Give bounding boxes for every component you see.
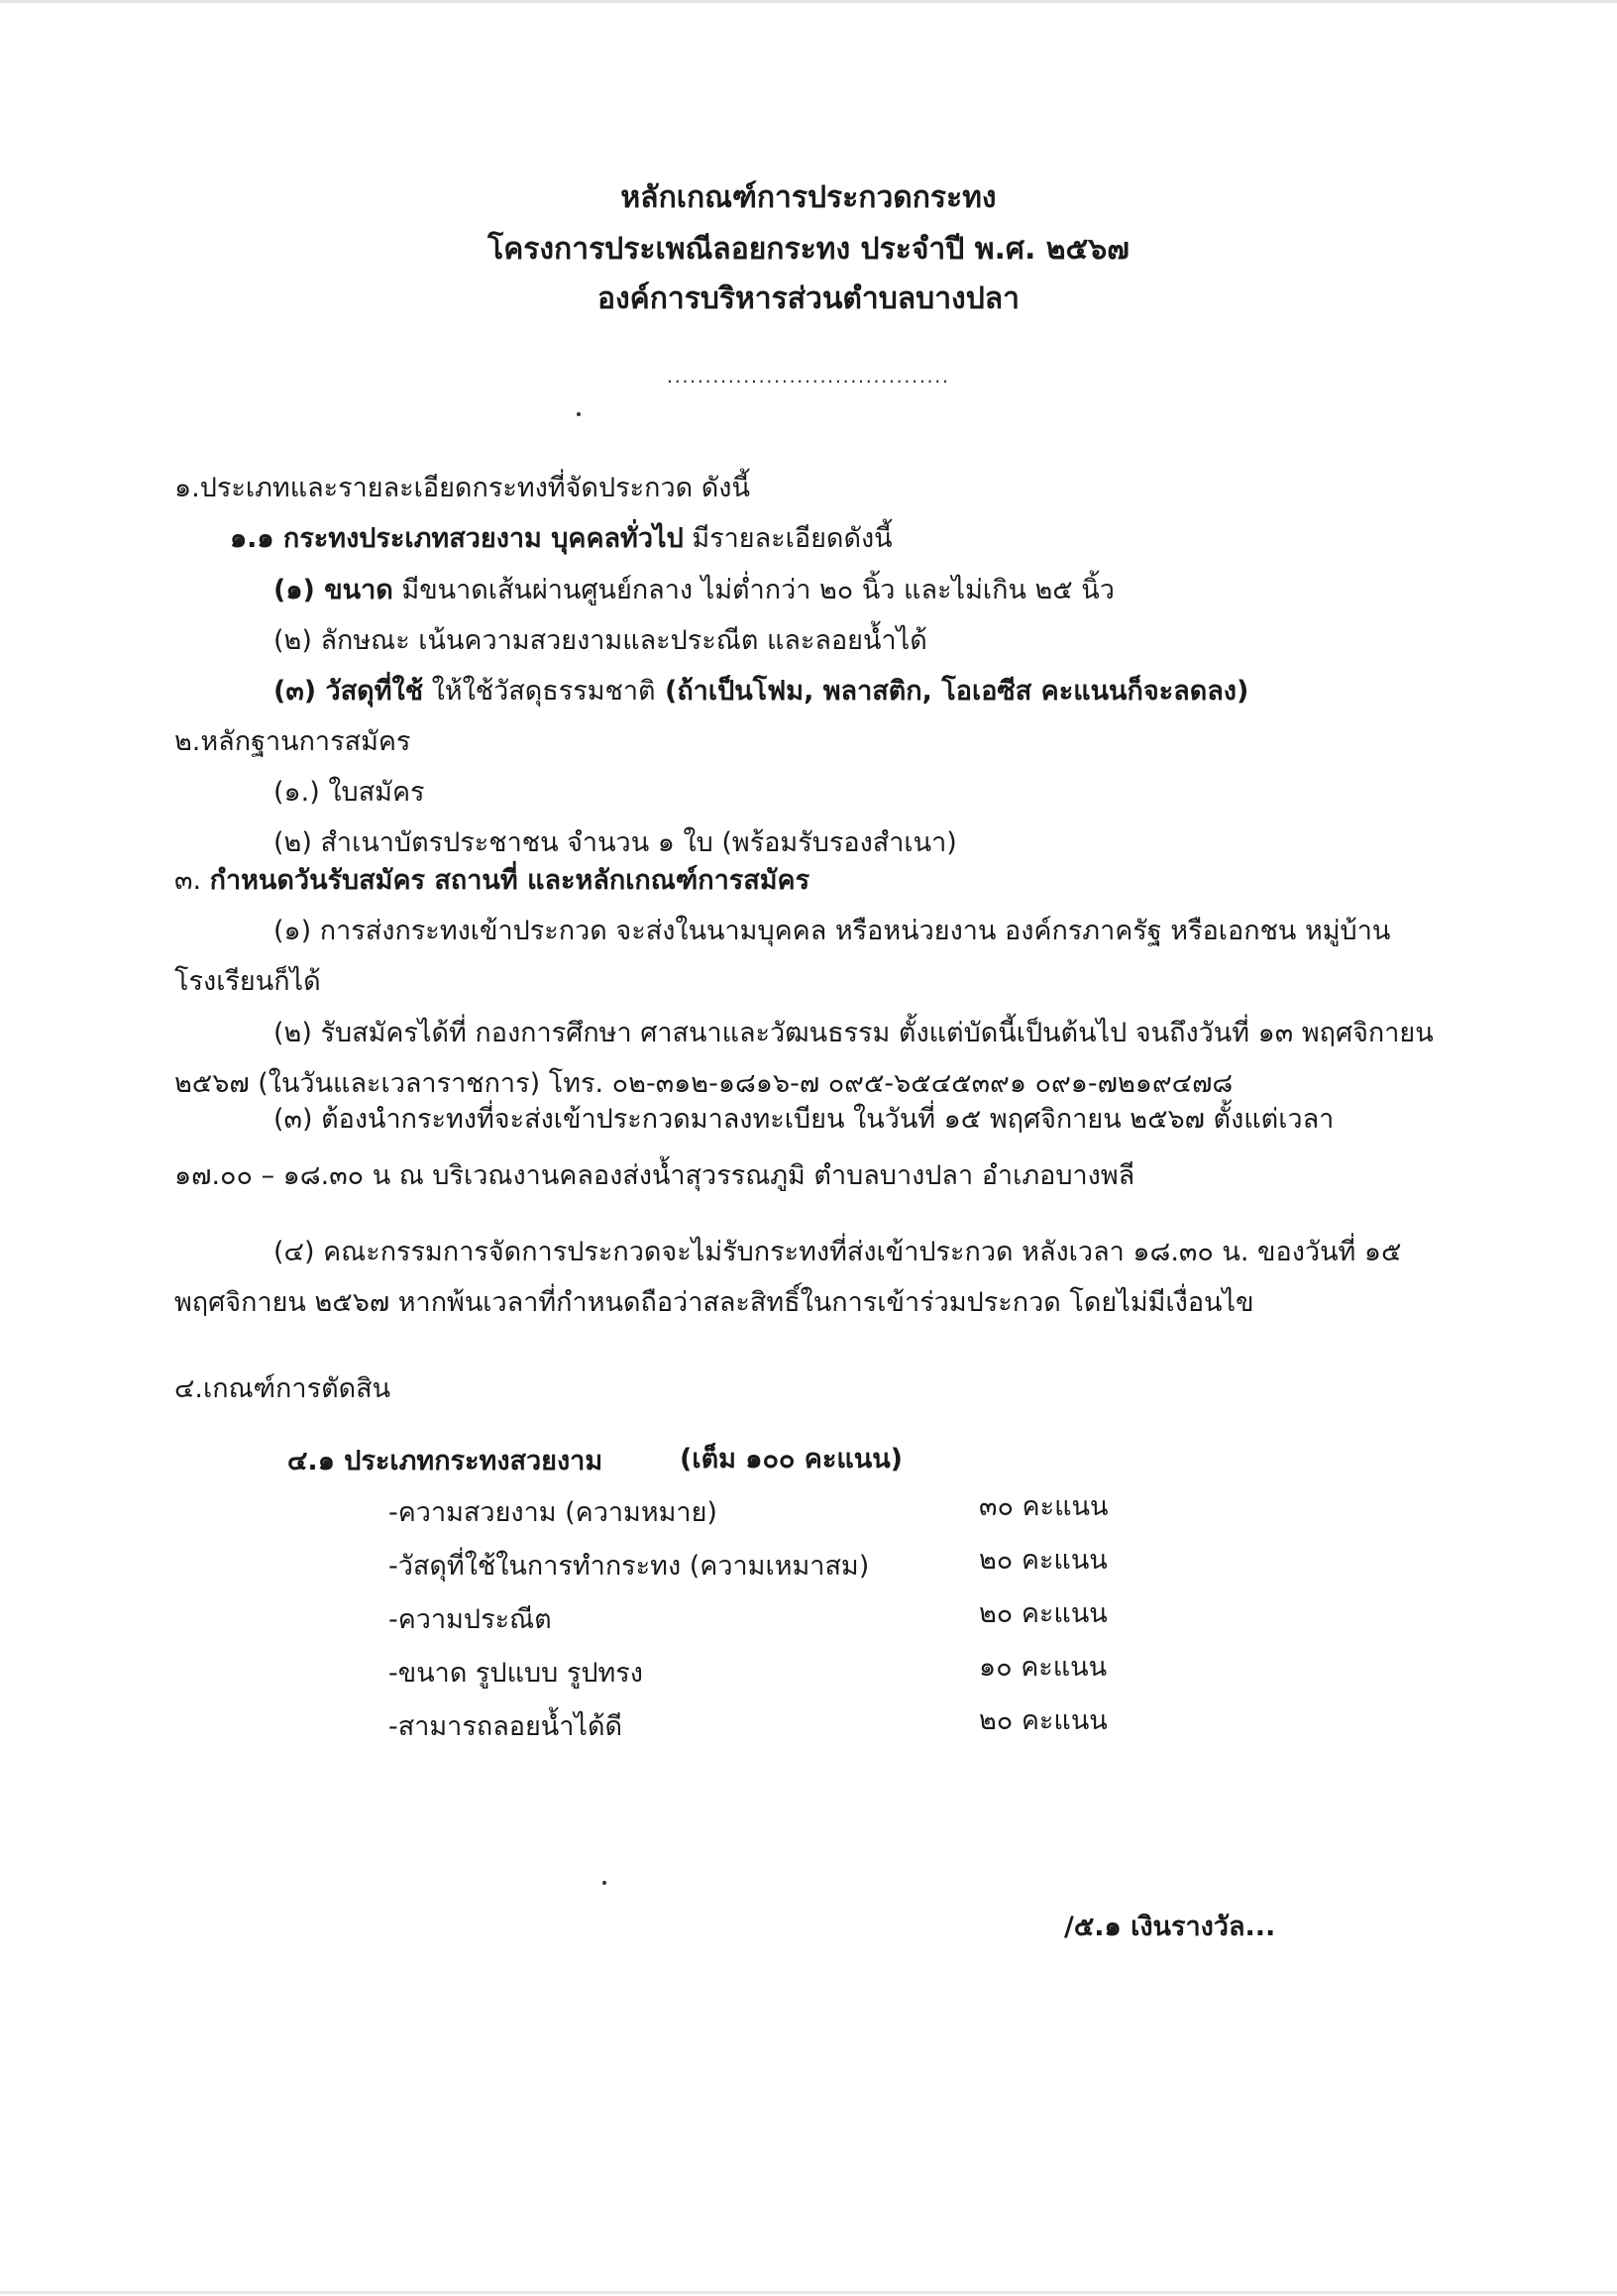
criteria-score: ๒๐ คะแนน [979, 1545, 1108, 1576]
criteria-label: -สามารถลอยน้ำได้ดี [388, 1711, 623, 1742]
section1-sub-bold: ๑.๑ กระทงประเภทสวยงาม บุคคลทั่วไป [230, 523, 684, 554]
section1-item1 [273, 574, 1115, 607]
criteria-score: ๑๐ คะแนน [979, 1652, 1108, 1683]
section1-item2-text: เน้นความสวยงามและประณีต และลอยน้ำได้ [409, 625, 927, 656]
doc-title: หลักเกณฑ์การประกวดกระทง [620, 180, 997, 215]
section3-item3-line1: (๓) ต้องนำกระทงที่จะส่งเข้าประกวดมาลงทะเบียน ในวันที่ ๑๕ พฤศจิกายน ๒๕๖๗ ตั้งแต่เวลา [273, 1104, 1335, 1135]
section1-item3-bold: (ถ้าเป็นโฟม, พลาสติก, โอเอซีส คะแนนก็จะลดลง) [655, 676, 1249, 707]
section1-item3-label: (๓) วัสดุที่ใช้ [273, 676, 424, 707]
section3-item4-line1: (๔) คณะกรรมการจัดการประกวดจะไม่รับกระทงที่ส่งเข้าประกวด หลังเวลา ๑๘.๓๐ น. ของวันที่ ๑๕ [273, 1237, 1402, 1267]
continue-note: /๕.๑ เงินรางวัล... [1064, 1912, 1276, 1942]
criteria-score: ๓๐ คะแนน [979, 1491, 1109, 1522]
section2-heading: ๒.หลักฐานการสมัคร [174, 726, 411, 757]
scan-speck [577, 412, 581, 416]
section3-item2-line2: ๒๕๖๗ (ในวันและเวลาราชการ) โทร. ๐๒-๓๑๒-๑๘๑๖-๗ ๐๙๕-๖๕๔๕๓๙๑ ๐๙๑-๗๒๑๙๔๗๘ [174, 1068, 1234, 1099]
scan-top-edge [0, 0, 1617, 3]
criteria-score: ๒๐ คะแนน [979, 1598, 1108, 1629]
section4-heading: ๔.เกณฑ์การตัดสิน [174, 1373, 391, 1404]
section1-item1-text: มีขนาดเส้นผ่านศูนย์กลาง ไม่ต่ำกว่า ๒๐ นิ้ว และไม่เกิน ๒๕ นิ้ว [392, 575, 1115, 605]
section3-item3-line2: ๑๗.๐๐ – ๑๘.๓๐ น ณ บริเวณงานคลองส่งน้ำสุวรรณภูมิ ตำบลบางปลา อำเภอบางพลี [174, 1160, 1135, 1191]
section3-item1-line1: (๑) การส่งกระทงเข้าประกวด จะส่งในนามบุคคล หรือหน่วยงาน องค์กรภาครัฐ หรือเอกชน หมู่บ้าน [273, 916, 1391, 946]
section3-item1-line2: โรงเรียนก็ได้ [174, 966, 321, 997]
criteria-label: -ขนาด รูปแบบ รูปทรง [388, 1658, 643, 1689]
section1-item1-label: (๑) ขนาด [273, 575, 393, 605]
scan-speck [602, 1881, 606, 1885]
section1-item3 [273, 675, 1248, 709]
section4-sub-total: (เต็ม ๑๐๐ คะแนน) [680, 1444, 904, 1475]
section2-item2: (๒) สำเนาบัตรประชาชน จำนวน ๑ ใบ (พร้อมรับรองสำเนา) [273, 827, 957, 858]
scan-bottom-edge [0, 2291, 1617, 2294]
section1-item2 [273, 624, 927, 658]
doc-subtitle: โครงการประเพณีลอยกระทง ประจำปี พ.ศ. ๒๕๖๗ [487, 232, 1130, 267]
section3-item4-line2: พฤศจิกายน ๒๕๖๗ หากพ้นเวลาที่กำหนดถือว่าสละสิทธิ์ในการเข้าร่วมประกวด โดยไม่มีเงื่อนไข [174, 1287, 1254, 1318]
criteria-score: ๒๐ คะแนน [979, 1705, 1108, 1736]
section1-item2-label: (๒) ลักษณะ [273, 625, 410, 656]
section4-sub-title: ๔.๑ ประเภทกระทงสวยงาม [287, 1446, 603, 1476]
section3-heading-text: กำหนดวันรับสมัคร สถานที่ และหลักเกณฑ์การสมัคร [209, 865, 810, 896]
section3-heading-prefix: ๓. [174, 865, 210, 896]
section4-sub [287, 1445, 602, 1478]
section1-heading [174, 472, 750, 505]
criteria-label: -ความประณีต [388, 1604, 552, 1635]
criteria-label: -วัสดุที่ใช้ในการทำกระทง (ความเหมาสม) [388, 1551, 870, 1582]
section1-heading-text: ๑.ประเภทและรายละเอียดกระทงที่จัดประกวด ดังนี้ [174, 473, 750, 503]
section3-item2-line1: (๒) รับสมัครได้ที่ กองการศึกษา ศาสนาและวัฒนธรรม ตั้งแต่บัดนี้เป็นต้นไป จนถึงวันที่ ๑๓ พฤศจิกายน [273, 1018, 1434, 1048]
header-divider: ..................................... [667, 367, 950, 387]
section1-sub [230, 522, 893, 556]
section1-item3-text: ให้ใช้วัสดุธรรมชาติ [423, 676, 656, 707]
section3-heading [174, 864, 809, 898]
criteria-label: -ความสวยงาม (ความหมาย) [388, 1497, 717, 1528]
section2-item1: (๑.) ใบสมัคร [273, 777, 425, 808]
section1-sub-rest: มีรายละเอียดดังนี้ [683, 523, 893, 554]
doc-organization: องค์การบริหารส่วนตำบลบางปลา [597, 281, 1020, 316]
